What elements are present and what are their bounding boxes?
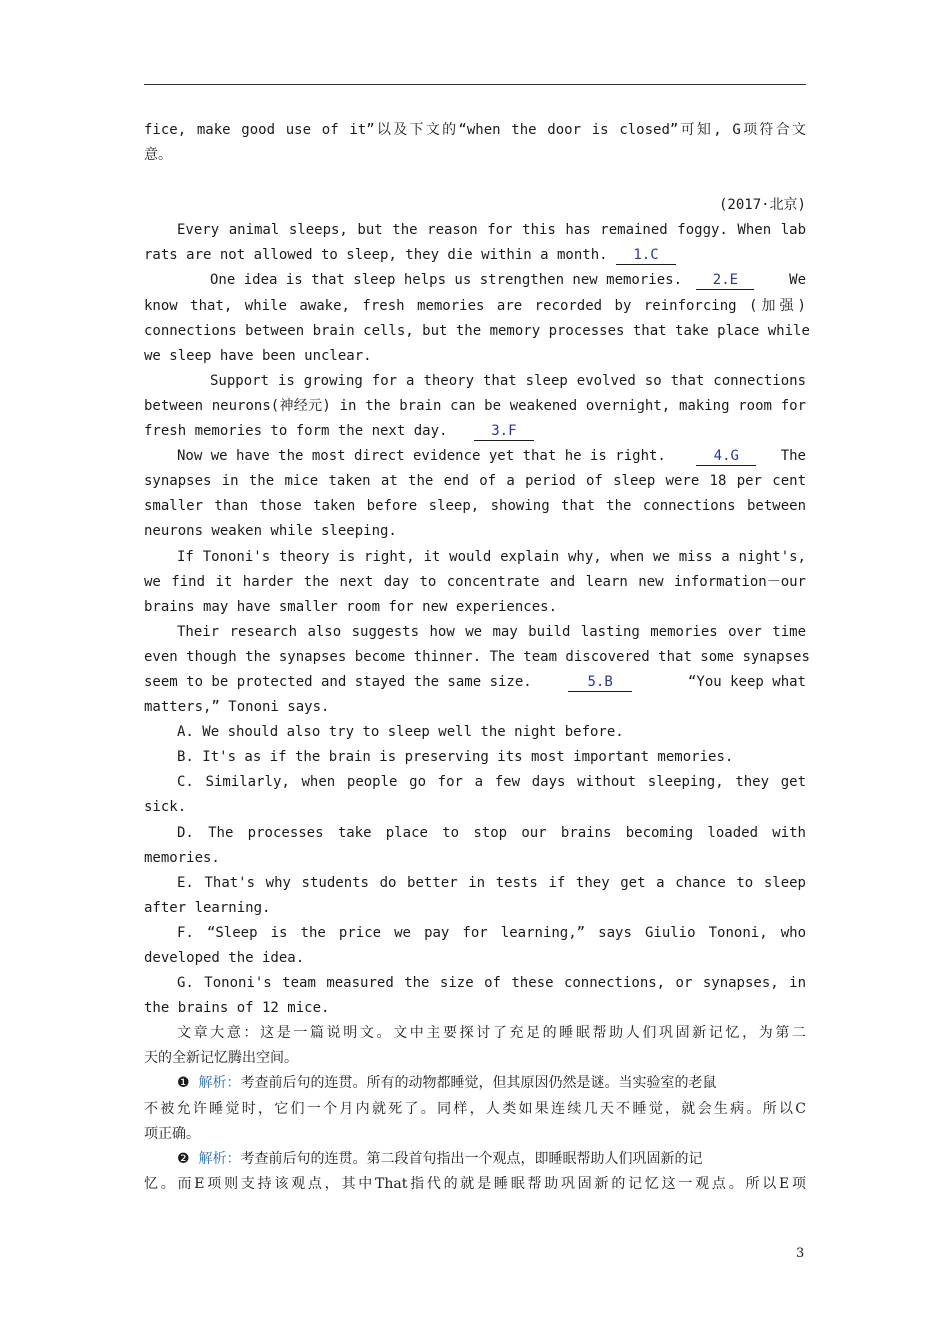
header-rule	[144, 84, 806, 85]
passage-line	[144, 419, 806, 444]
passage-line: synapses in the mice taken at the end of a period of sleep were 18 per cent	[144, 473, 806, 490]
option-g: G. Tononi's team measured the size of these connections, or synapses, in	[177, 975, 806, 992]
passage-text: rats are not allowed to sleep, they die within a month.	[144, 247, 617, 264]
option-c: C. Similarly, when people go for a few days without sleeping, they get	[177, 774, 806, 791]
option-b: B. It's as if the brain is preserving its most important memories.	[177, 749, 734, 766]
passage-text: “You keep what	[687, 673, 806, 690]
analysis-2	[144, 1147, 806, 1172]
source-tag: (2017·北京)	[718, 197, 806, 214]
option-c-cont: sick.	[144, 799, 187, 816]
passage-line	[144, 444, 806, 469]
passage-line: If Tononi's theory is right, it would explain why, when we miss a night's,	[177, 548, 806, 565]
prev-explanation-line: fice, make good use of it”以及下文的“when the door is closed”可知, G项符合文	[144, 122, 806, 138]
option-f: F. “Sleep is the price we pay for learning,” says Giulio Tononi, who	[177, 924, 806, 941]
page-number: 3	[796, 1246, 805, 1261]
passage-line: Their research also suggests how we may build lasting memories over time	[177, 623, 806, 640]
passage-text: We	[789, 272, 806, 289]
passage-line: we sleep have been unclear.	[144, 347, 372, 364]
analysis-text: 考查前后句的连贯。第二段首句指出一个观点，即睡眠帮助人们巩固新的记	[240, 1150, 703, 1167]
passage-text: One idea is that sleep helps us strengthen new memories.	[210, 272, 691, 289]
answer-blank-1: 1.C	[616, 246, 676, 265]
passage-line: between neurons(神经元) in the brain can be weakened overnight, making room for	[144, 397, 806, 414]
passage-line: connections between brain cells, but the memory processes that take place while	[144, 322, 810, 339]
summary-line: 文章大意：这是一篇说明文。文中主要探讨了充足的睡眠帮助人们巩固新记忆，为第二	[177, 1025, 806, 1042]
answer-blank-3: 3.F	[474, 422, 534, 441]
passage-line: know that, while awake, fresh memories are recorded by reinforcing (加强)	[144, 297, 806, 314]
answer-blank-5: 5.B	[568, 673, 632, 692]
passage-line: brains may have smaller room for new experiences.	[144, 598, 558, 615]
number-1-icon: ❶	[177, 1075, 190, 1092]
summary-line: 天的全新记忆腾出空间。	[144, 1050, 298, 1067]
page-body	[144, 118, 810, 1197]
option-f-cont: developed the idea.	[144, 950, 305, 966]
option-g-cont: the brains of 12 mice.	[144, 1000, 330, 1017]
prev-explanation-line: 意。	[144, 147, 172, 164]
passage-line	[144, 268, 806, 293]
passage-line	[144, 243, 806, 268]
option-d-cont: memories.	[144, 849, 220, 866]
passage-line: Every animal sleeps, but the reason for this has remained foggy. When lab	[177, 222, 806, 239]
option-a: A. We should also try to sleep well the night before.	[177, 724, 624, 741]
passage-line: smaller than those taken before sleep, showing that the connections between	[144, 498, 806, 515]
analysis-1	[144, 1071, 806, 1096]
passage-text: The	[780, 448, 806, 465]
option-e-cont: after learning.	[144, 899, 271, 916]
analysis-label: 解析：	[198, 1075, 241, 1092]
passage-line: we find it harder the next day to concentrate and learn new information－our	[144, 573, 806, 590]
analysis-line: 项正确。	[144, 1125, 200, 1142]
passage-line: even though the synapses become thinner. The team discovered that some synapses	[144, 648, 810, 665]
passage-text: Now we have the most direct evidence yet that he is right.	[177, 448, 675, 465]
passage-text: fresh memories to form the next day.	[144, 423, 456, 440]
number-2-icon: ❷	[177, 1150, 190, 1167]
passage-text: seem to be protected and stayed the same size.	[144, 673, 541, 690]
answer-blank-4: 4.G	[696, 447, 756, 466]
analysis-line: 不被允许睡觉时，它们一个月内就死了。同样，人类如果连续几天不睡觉，就会生病。所以C	[144, 1100, 806, 1117]
analysis-text: 考查前后句的连贯。所有的动物都睡觉，但其原因仍然是谜。当实验室的老鼠	[240, 1075, 717, 1092]
option-e: E. That's why students do better in tests if they get a chance to sleep	[177, 874, 806, 891]
option-d: D. The processes take place to stop our brains becoming loaded with	[177, 824, 806, 841]
passage-line: neurons weaken while sleeping.	[144, 523, 397, 540]
answer-blank-2: 2.E	[696, 271, 754, 290]
analysis-label: 解析：	[198, 1150, 241, 1167]
passage-line: Support is growing for a theory that sleep evolved so that connections	[210, 372, 806, 389]
analysis-line: 忆。而E项则支持该观点，其中That指代的就是睡眠帮助巩固新的记忆这一观点。所以E项	[144, 1175, 806, 1192]
passage-line	[144, 670, 806, 695]
spacer	[144, 168, 806, 193]
passage-line: matters,” Tononi says.	[144, 699, 330, 716]
